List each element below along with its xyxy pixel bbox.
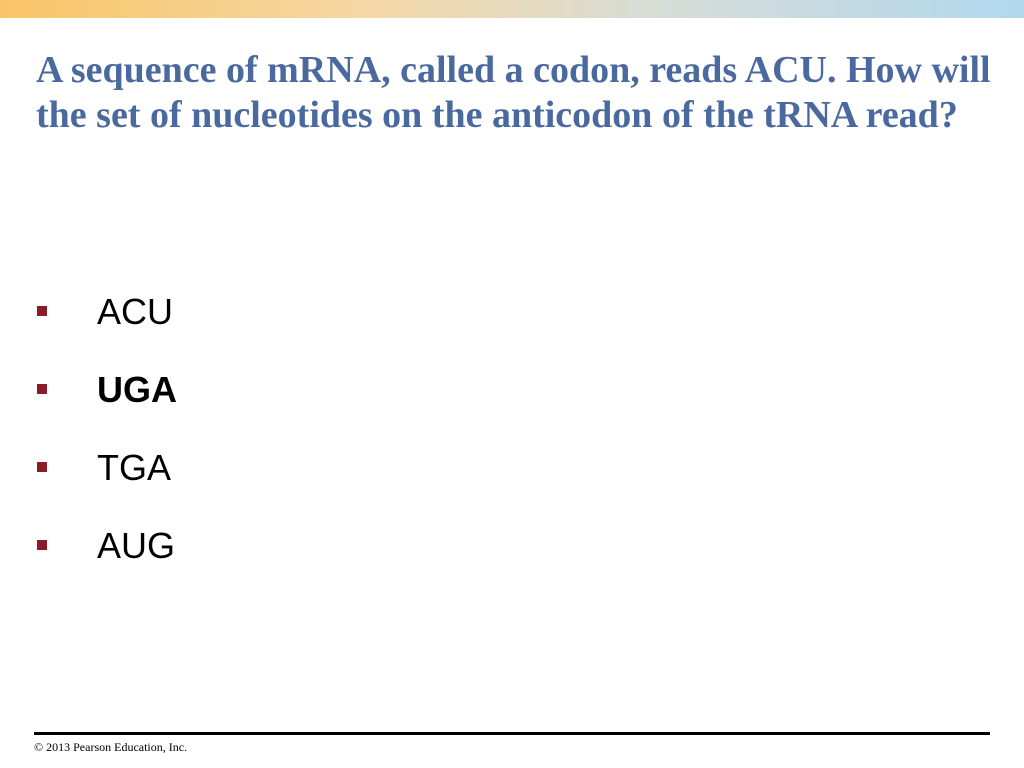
choice-item-tga [36,445,177,523]
choice-label: UGA [97,369,177,410]
square-bullet-icon [37,306,47,316]
square-bullet-icon [37,462,47,472]
choice-label: TGA [97,447,172,488]
choice-item-uga [36,367,177,445]
question-title: A sequence of mRNA, called a codon, reads ACU. How will the set of nucleotides on the anticodon of the tRNA read? [36,49,991,136]
copyright-notice: © 2013 Pearson Education, Inc. [34,740,188,754]
footer-rule [34,732,990,735]
square-bullet-icon [37,384,47,394]
choice-label: ACU [97,291,174,332]
choice-label: AUG [97,525,176,566]
answer-choices-list [36,289,177,601]
choice-item-acu [36,289,177,367]
square-bullet-icon [37,540,47,550]
top-gradient-band [0,0,1024,18]
choice-item-aug [36,523,177,601]
